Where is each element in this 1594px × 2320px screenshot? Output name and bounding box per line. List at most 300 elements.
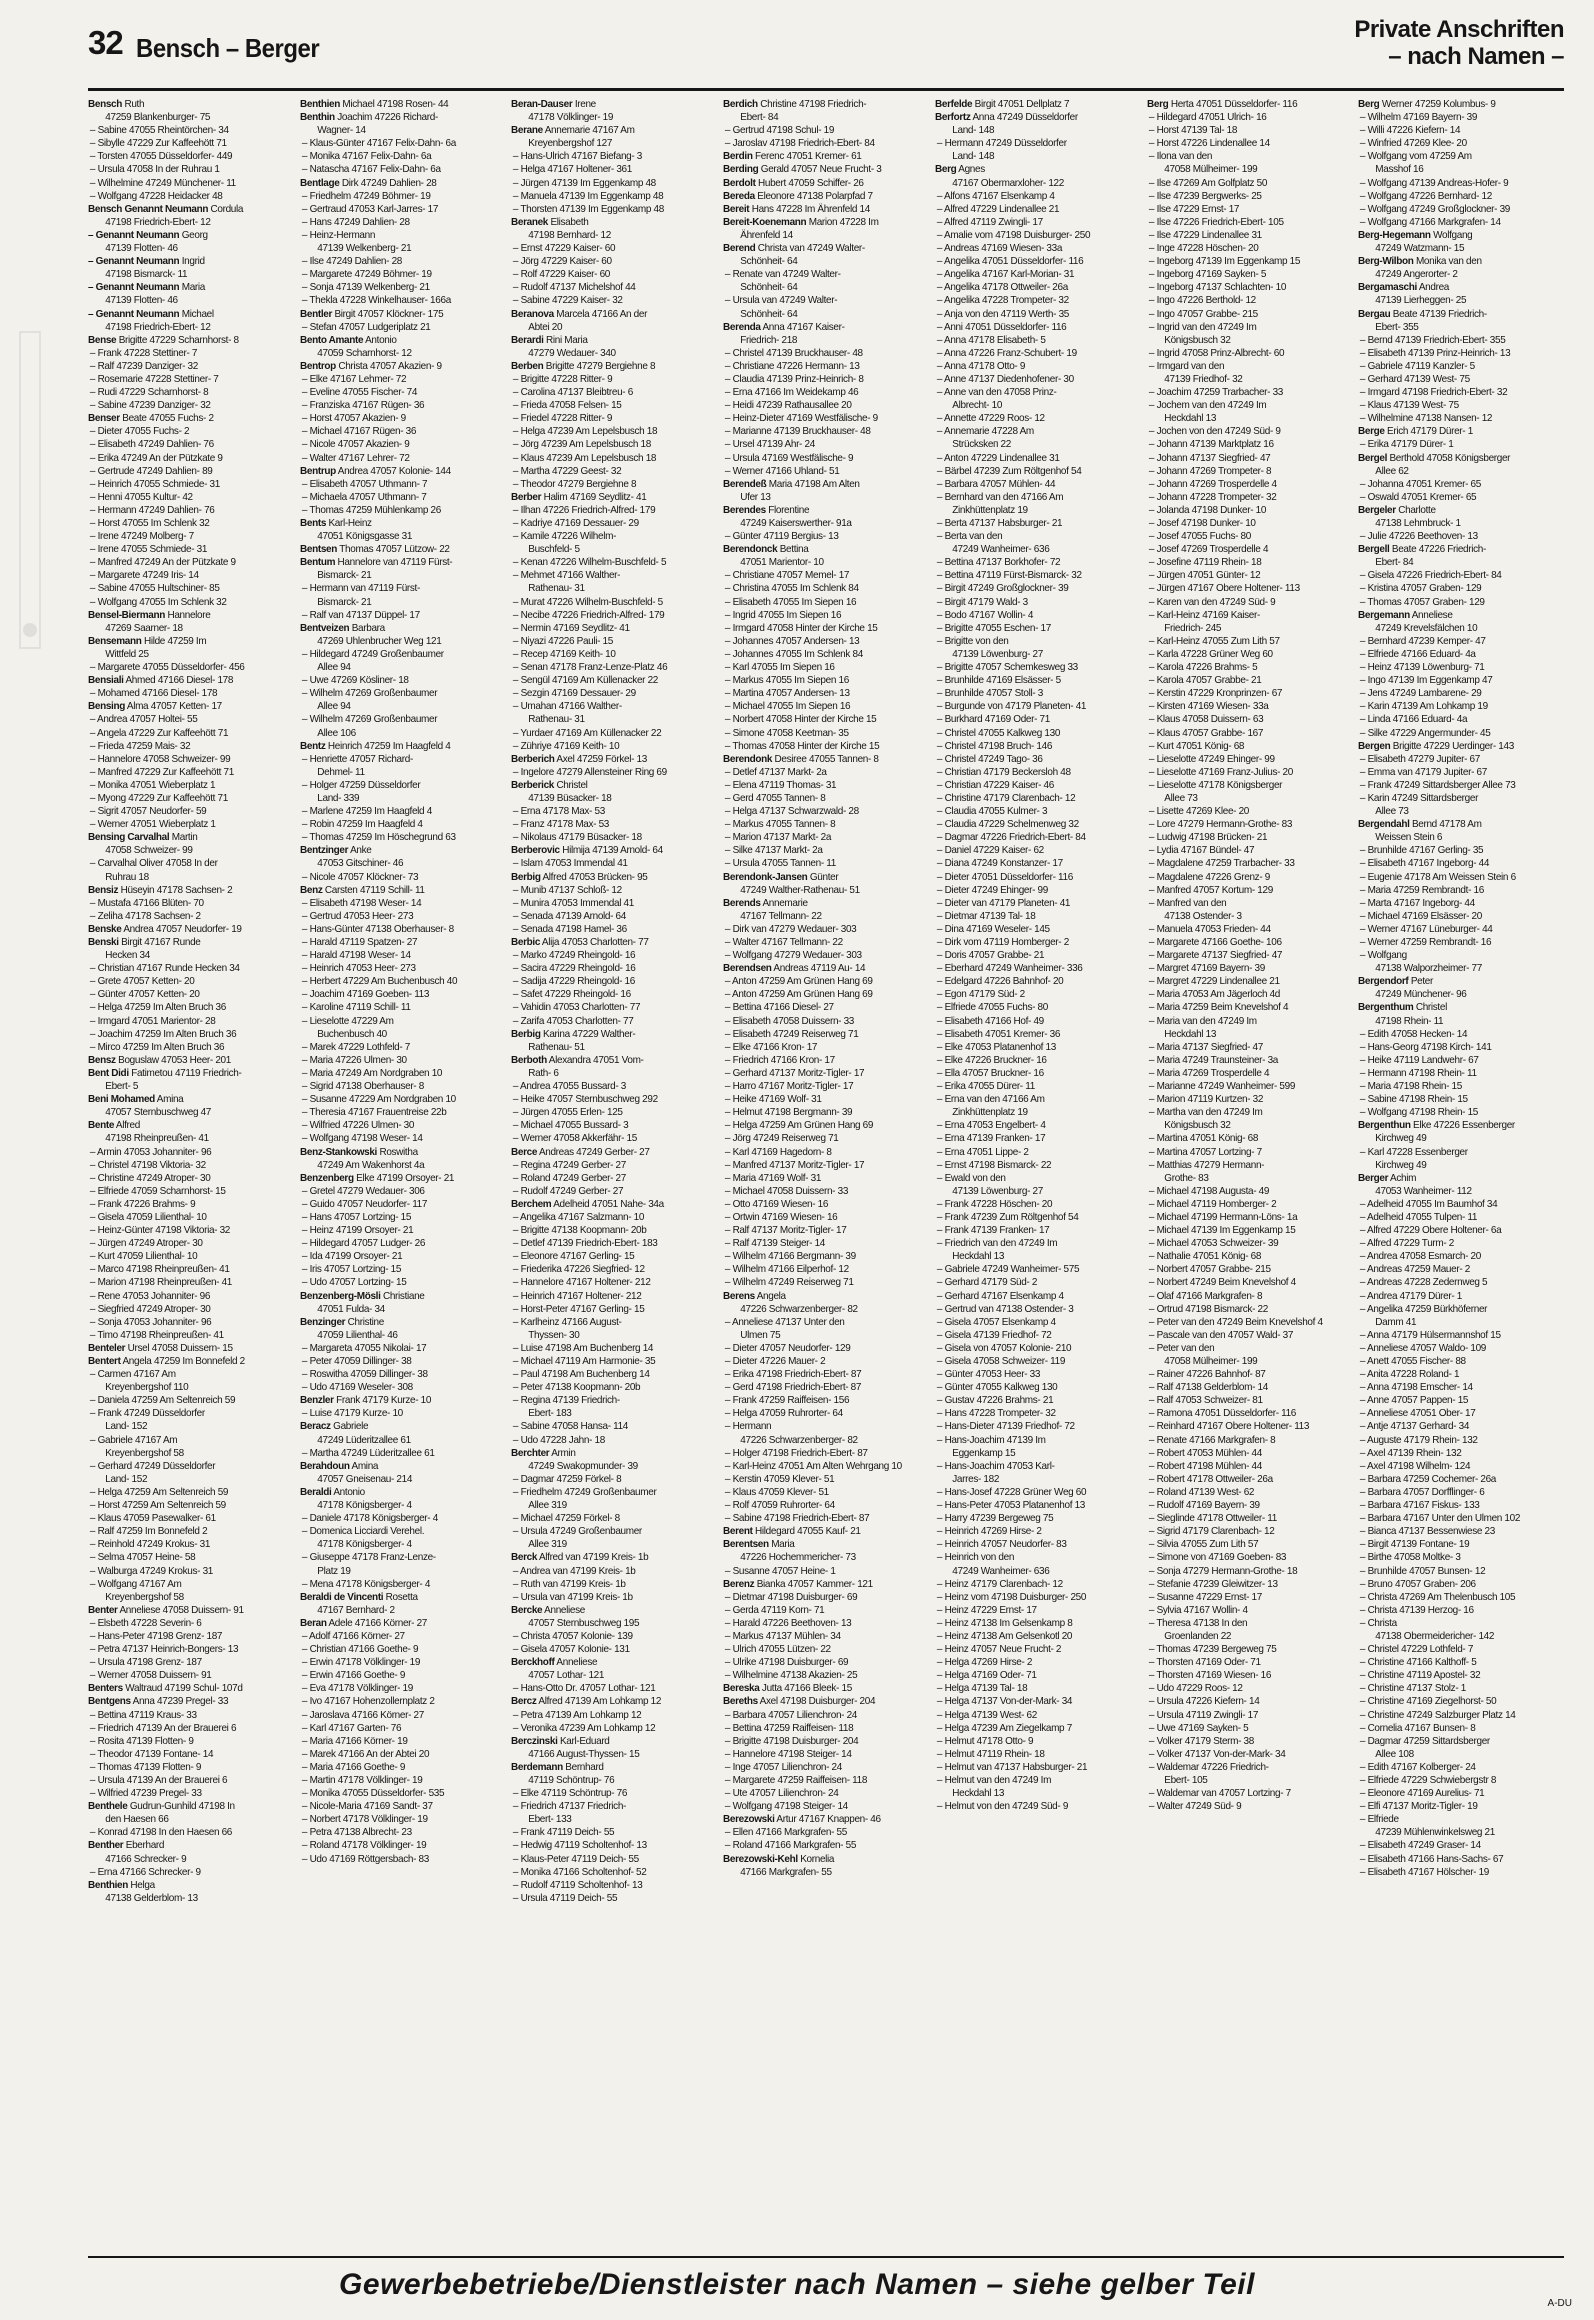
directory-entry: – Maria 47166 Körner- 19 <box>301 1735 408 1747</box>
directory-entry: – Michael 47139 Im Eggenkamp 15 <box>1148 1225 1296 1237</box>
entry-continuation: 47226 Schwarzenberger- 82 <box>740 1434 858 1446</box>
directory-entry: – Klaus 47059 Pasewalker- 61 <box>89 1513 216 1525</box>
directory-entry: – Frieda 47259 Mais- 32 <box>89 740 191 752</box>
directory-entry: – Elisabeth 47166 Hof- 49 <box>936 1015 1044 1027</box>
directory-entry: – Hannelore 47058 Schweizer- 99 <box>89 753 231 765</box>
directory-entry: – Elfriede 47166 Eduard- 4a <box>1360 648 1476 660</box>
directory-entry: – Hedwig 47119 Scholtenhof- 13 <box>513 1840 648 1852</box>
directory-entry: – Guido 47057 Neudorfer- 117 <box>301 1198 427 1210</box>
directory-entry: – Renate van 47249 Walter- <box>725 269 841 281</box>
surname-heading: Bereska <box>723 1683 760 1695</box>
entry-details: Christa 47057 Akazien- 9 <box>335 360 442 372</box>
directory-entry: – Martina 47057 Lortzing- 7 <box>1148 1146 1262 1158</box>
surname-heading: – Genannt Neumann <box>88 256 180 268</box>
directory-entry: – Ursula 47226 Kiefern- 14 <box>1148 1696 1259 1708</box>
directory-entry: – Hermann 47249 Dahlien- 76 <box>89 504 215 516</box>
entry-details: Waltraud 47199 Schul- 107d <box>122 1683 243 1695</box>
directory-entry: – Ilse 47229 Ernst- 17 <box>1148 203 1239 215</box>
surname-heading: Berends <box>723 897 761 909</box>
directory-entry: – Christa 47057 Kolonie- 139 <box>513 1630 634 1642</box>
directory-entry: – Safet 47229 Rheingold- 16 <box>513 989 632 1001</box>
surname-heading: Bentum <box>299 557 335 569</box>
directory-entry: – Ingrid 47055 Im Siepen 16 <box>725 609 842 621</box>
directory-entry: – Anna 47178 Elisabeth- 5 <box>936 334 1046 346</box>
directory-entry <box>300 622 497 635</box>
surname-heading: Berberich <box>511 753 555 765</box>
directory-entry <box>1358 504 1555 517</box>
surname-heading: Berenda <box>723 321 761 333</box>
surname-heading: Bergau <box>1358 308 1391 320</box>
directory-entry: – Johannes 47055 Im Schlenk 84 <box>725 648 864 660</box>
entry-details: Artur 47167 Knappen- 46 <box>774 1814 881 1826</box>
directory-entry: – Holger 47259 Düsseldorfer <box>301 779 421 791</box>
directory-entry: – Jolanda 47198 Dunker- 10 <box>1148 504 1266 516</box>
entry-continuation: Allee 73 <box>1163 792 1198 804</box>
entry-details: Amina <box>349 1460 378 1472</box>
directory-entry <box>723 962 920 975</box>
directory-entry: – Brigitte 47138 Koopmann- 20b <box>513 1225 647 1237</box>
directory-entry <box>1358 818 1555 831</box>
entry-continuation: 47249 Watzmann- 15 <box>1375 243 1465 255</box>
directory-entry: – Karl-Heinz 47055 Zum Lith 57 <box>1148 635 1280 647</box>
directory-entry: – Ralf 47137 Moritz-Tigler- 17 <box>725 1225 847 1237</box>
directory-entry: – Niyazi 47226 Pauli- 15 <box>513 635 614 647</box>
directory-entry: – Heinrich 47057 Neudorfer- 83 <box>936 1539 1067 1551</box>
directory-entry: – Bettina 47137 Borkhofer- 72 <box>936 557 1061 569</box>
directory-entry: – Werner 47058 Akkerfähr- 15 <box>513 1133 638 1145</box>
directory-entry: – Antje 47137 Gerhard- 34 <box>1360 1421 1470 1433</box>
directory-entry: – Monika 47167 Felix-Dahn- 6a <box>301 151 432 163</box>
entry-continuation: 47138 Lehmbruck- 1 <box>1375 518 1462 529</box>
directory-entry: – Hans-Peter 47198 Grenz- 187 <box>89 1630 223 1642</box>
entry-continuation: Heckdahl 13 <box>952 1251 1004 1263</box>
entry-continuation: Rathenau- 31 <box>528 583 586 595</box>
directory-entry: – Dagmar 47226 Friedrich-Ebert- 84 <box>936 832 1086 844</box>
directory-entry: – Karoline 47119 Schill- 11 <box>301 1002 411 1014</box>
directory-entry: – Christel 47229 Lothfeld- 7 <box>1360 1644 1474 1656</box>
directory-entry: – Lieselotte 47229 Am <box>301 1015 394 1027</box>
entry-continuation: Damm 41 <box>1375 1316 1417 1328</box>
directory-entry: – Michael 47053 Schweizer- 39 <box>1148 1238 1278 1250</box>
page-footer <box>0 2256 1594 2320</box>
directory-entry <box>723 897 920 910</box>
entry-continuation: Ebert- 84 <box>740 112 779 124</box>
surname-heading: Bereda <box>723 190 755 202</box>
entry-continuation: Königsbusch 32 <box>1163 334 1231 346</box>
entry-continuation: 47166 Schrecker- 9 <box>105 1853 187 1865</box>
directory-entry: – Henni 47055 Kultur- 42 <box>89 491 193 503</box>
directory-entry: – Dieter van 47179 Planeten- 41 <box>936 897 1070 909</box>
directory-entry: – Michael 47259 Förkel- 8 <box>513 1513 621 1525</box>
directory-entry: – Heinrich von den <box>936 1552 1014 1564</box>
directory-entry: – Thomas 47058 Hinter der Kirche 15 <box>725 740 880 752</box>
directory-entry: – Gerhard 47137 Moritz-Tigler- 17 <box>725 1067 865 1079</box>
entry-continuation: 47051 Marientor- 10 <box>740 557 824 569</box>
directory-entry: – Brigitte 47198 Duisburger- 204 <box>725 1735 859 1747</box>
entry-details: Brigitte 47229 Scharnhorst- 8 <box>116 334 239 346</box>
directory-entry: – Selma 47057 Heine- 58 <box>89 1552 196 1564</box>
directory-entry: – Brunhilde 47057 Bunsen- 12 <box>1360 1565 1486 1577</box>
entry-continuation: Ebert- 105 <box>1163 1775 1208 1786</box>
directory-entry: – Angelika 47178 Ottweiler- 26a <box>936 282 1068 294</box>
entry-continuation: 47166 Markgrafen- 55 <box>740 1866 832 1878</box>
entry-details: Andrea 47057 Kolonie- 144 <box>335 465 451 477</box>
entry-continuation: Wagner- 14 <box>316 125 366 137</box>
directory-entry <box>300 556 497 569</box>
directory-entry: – Ursula 47198 Grenz- 187 <box>89 1657 202 1669</box>
directory-entry: – Birthe 47058 Moltke- 3 <box>1360 1552 1461 1564</box>
directory-entry <box>511 334 708 347</box>
directory-entry: – Luise 47198 Am Buchenberg 14 <box>513 1342 654 1354</box>
directory-entry: – Jens 47249 Lambarene- 29 <box>1360 688 1482 700</box>
surname-heading: – Genannt Neumann <box>88 282 180 294</box>
directory-entry: – Karl 47169 Hagedorn- 8 <box>725 1146 832 1158</box>
directory-entry: – Ilse 47249 Dahlien- 28 <box>301 256 402 268</box>
entry-continuation: 47057 Sternbuschweg 195 <box>528 1617 640 1629</box>
directory-entry: – Erna 47166 Im Weidekamp 46 <box>725 387 859 399</box>
directory-entry: – Lore 47279 Hermann-Grothe- 83 <box>1148 819 1292 831</box>
surname-heading: Bente <box>88 1120 115 1132</box>
directory-entry: – Dagmar 47259 Sittardsberger <box>1360 1735 1491 1747</box>
directory-entry: – Ingo 47139 Im Eggenkamp 47 <box>1360 675 1493 687</box>
entry-details: Halim 47169 Seydlitz- 41 <box>541 491 647 503</box>
directory-entry: – Michael 47119 Homberger- 2 <box>1148 1198 1276 1210</box>
directory-entry <box>723 543 920 556</box>
entry-continuation: 47198 Bernhard- 12 <box>528 229 612 241</box>
entry-details: Anneliese <box>554 1657 598 1669</box>
directory-entry: – Ingeborg 47169 Sayken- 5 <box>1148 269 1266 281</box>
directory-entry: – Renate 47166 Markgrafen- 8 <box>1148 1434 1275 1446</box>
entry-details: Michael <box>179 308 214 320</box>
entry-details: Frank 47179 Kurze- 10 <box>333 1395 431 1407</box>
entry-details: Karina 47229 Walther- <box>541 1028 636 1040</box>
entry-continuation: 47226 Hochemmericher- 73 <box>740 1552 857 1564</box>
entry-continuation: Allee 319 <box>528 1500 568 1512</box>
directory-entry: – Gertrude 47249 Dahlien- 89 <box>89 465 213 477</box>
directory-entry: – Harald 47198 Weser- 14 <box>301 950 411 962</box>
directory-entry: – Heinz 47179 Clarenbach- 12 <box>936 1578 1063 1590</box>
directory-entry: – Udo 47169 Röttgersbach- 83 <box>301 1853 429 1865</box>
directory-entry: – Helmut 47119 Rhein- 18 <box>936 1748 1045 1760</box>
surname-heading: Bereit <box>723 203 750 215</box>
directory-entry: – Helga 47137 Schwarzwald- 28 <box>725 806 859 818</box>
directory-entry: – Gerhard 47249 Düsseldorfer <box>89 1460 216 1472</box>
entry-details: Dirk 47249 Dahlien- 28 <box>339 177 437 189</box>
surname-heading: Beran <box>299 1617 327 1629</box>
entry-continuation: Kreyenbergshof 110 <box>105 1382 189 1394</box>
directory-entry: – Cornelia 47167 Bunsen- 8 <box>1360 1722 1476 1734</box>
surname-heading: Bergell <box>1358 544 1390 556</box>
entry-details: Boguslaw 47053 Heer- 201 <box>115 1054 231 1066</box>
directory-entry: – Eleonore 47167 Gerling- 15 <box>513 1251 635 1263</box>
entry-continuation: Ebert- 355 <box>1375 321 1419 333</box>
directory-entry: – Elisabeth 47051 Kremer- 36 <box>936 1028 1060 1040</box>
entry-continuation: 47239 Mühlenwinkelsweg 21 <box>1375 1827 1496 1839</box>
directory-column <box>1147 98 1353 2255</box>
directory-entry: – Barbara 47259 Cochemer- 26a <box>1360 1473 1497 1485</box>
directory-entry: – Friedrich 47137 Friedrich- <box>513 1801 627 1813</box>
directory-entry: – Klaus 47139 West- 75 <box>1360 400 1460 412</box>
directory-entry: – Günter 47119 Bergius- 13 <box>725 531 839 543</box>
directory-entry: – Ralf 47239 Danziger- 32 <box>89 360 198 372</box>
directory-entry <box>300 111 497 124</box>
directory-entry: – Thomas 47139 Flotten- 9 <box>89 1761 202 1773</box>
directory-entry: – Bettina 47119 Fürst-Bismarck- 32 <box>936 570 1082 582</box>
directory-entry: – Axel 47198 Wilhelm- 124 <box>1360 1460 1471 1472</box>
directory-entry: – Peter 47059 Dillinger- 38 <box>301 1356 412 1367</box>
entry-details: Alfred <box>114 1120 140 1132</box>
directory-entry: – Karin 47139 Am Lohkamp 19 <box>1360 701 1489 713</box>
entry-details: Marion 47228 Im <box>806 216 879 228</box>
entry-continuation: Schönheit- 64 <box>740 282 798 294</box>
directory-entry: – Bettina 47166 Diesel- 27 <box>725 1002 834 1014</box>
name-range: Bensch – Berger <box>136 33 320 63</box>
surname-heading: Berendonck <box>723 544 778 556</box>
entry-continuation: Heckdahl 13 <box>1163 413 1216 425</box>
entry-details: Herta 47051 Düsseldorfer- 116 <box>1167 99 1297 110</box>
directory-entry: – Maria 47226 Ulmen- 30 <box>301 1054 407 1066</box>
surname-heading: Berardi <box>511 334 545 346</box>
directory-entry: – Ursula van 47249 Walter- <box>725 295 838 307</box>
entry-continuation: 47249 Walther-Rathenau- 51 <box>740 884 860 896</box>
directory-entry: – Friedel 47228 Ritter- 9 <box>513 413 613 425</box>
entry-details: Alfred 47053 Brücken- 95 <box>541 871 648 883</box>
directory-entry: – Stefan 47057 Ludgeriplatz 21 <box>301 321 431 333</box>
directory-entry: – Lieselotte 47249 Ehinger- 99 <box>1148 753 1275 765</box>
entry-continuation: Allee 108 <box>1375 1748 1415 1760</box>
directory-entry: – Anton 47229 Lindenallee 31 <box>936 452 1060 464</box>
directory-entry: – Herbert 47229 Am Buchenbusch 40 <box>301 976 457 988</box>
entry-continuation: Kreyenbergshof 58 <box>105 1447 184 1459</box>
directory-entry: – Anton 47259 Am Grünen Hang 69 <box>725 989 873 1001</box>
directory-entry: – Wolfgang <box>1360 950 1408 962</box>
directory-entry: – Anna 47198 Emscher- 14 <box>1360 1382 1474 1394</box>
directory-entry: – Gabriele 47119 Kanzler- 5 <box>1360 360 1476 372</box>
directory-entry <box>300 740 497 753</box>
directory-entry: – Christine 47169 Ziegelhorst- 50 <box>1360 1696 1497 1708</box>
directory-entry <box>88 635 285 648</box>
entry-details: Agnes <box>956 164 985 176</box>
directory-entry: – Andreas 47169 Wiesen- 33a <box>936 243 1062 255</box>
directory-entry: – Anja von den 47119 Werth- 35 <box>936 308 1069 320</box>
directory-entry: – Lieselotte 47178 Königsberger <box>1148 779 1282 791</box>
directory-entry: – Adelheid 47055 Im Baumhof 34 <box>1360 1198 1498 1210</box>
surname-heading: Berber <box>511 491 542 503</box>
directory-entry: – Christiane 47226 Hermann- 13 <box>725 360 860 372</box>
directory-entry <box>1358 1119 1555 1132</box>
directory-entry: – Heinz-Dieter 47169 Westfälische- 9 <box>725 413 879 425</box>
entry-continuation: 47053 Wanheimer- 112 <box>1375 1185 1472 1197</box>
entry-continuation: Dehmel- 11 <box>316 766 365 778</box>
directory-entry: – Margarete 47249 Böhmer- 19 <box>301 269 432 281</box>
surname-heading: Bensz <box>88 1054 116 1066</box>
directory-entry: – Inge 47228 Höschen- 20 <box>1148 243 1258 255</box>
directory-entry: – Hans-Günter 47138 Oberhauser- 8 <box>301 923 454 935</box>
directory-entry: – Angelika 47259 Bürkhöferner <box>1360 1303 1488 1315</box>
directory-entry: – Heike 47119 Landwehr- 67 <box>1360 1054 1479 1066</box>
directory-entry: – Monika 47051 Wieberplatz 1 <box>89 779 216 791</box>
surname-heading: Bense <box>88 334 117 346</box>
directory-entry: – Elisabeth 47055 Im Siepen 16 <box>725 596 857 608</box>
directory-entry: – Karl-Heinz 47051 Am Alten Wehrgang 10 <box>725 1460 902 1472</box>
directory-entry: – Edith 47058 Hecken- 14 <box>1360 1028 1468 1040</box>
directory-entry: – Maria van den 47249 Im <box>1148 1015 1257 1027</box>
directory-entry: – Elke 47119 Schöntrup- 76 <box>513 1788 628 1800</box>
entry-continuation: 47139 Löwenburg- 27 <box>952 1185 1043 1197</box>
directory-entry: – Gertraud 47053 Karl-Jarres- 17 <box>301 203 438 215</box>
directory-entry: – Gisela 47057 Kolonie- 131 <box>513 1644 631 1656</box>
section-title-line-1: Private Anschriften <box>1354 16 1564 43</box>
directory-entry: – Brigitte 47057 Schemkesweg 33 <box>936 662 1078 674</box>
entry-details: Amina <box>154 1094 184 1106</box>
directory-entry: – Marion 47198 Rheinpreußen- 41 <box>89 1277 232 1289</box>
surname-heading: Beni Mohamed <box>88 1094 155 1106</box>
entry-details: Alfred van 47199 Kreis- 1b <box>537 1552 649 1564</box>
directory-entry: – Christian 47229 Kaiser- 46 <box>936 779 1054 791</box>
directory-entry: – Konrad 47198 In den Haesen 66 <box>89 1827 233 1839</box>
entry-details: Hannelore <box>165 609 211 621</box>
directory-entry: – Frieda 47058 Felsen- 15 <box>513 400 622 412</box>
directory-entry: – Kurt 47059 Lilienthal- 10 <box>89 1251 198 1263</box>
entry-details: Elke 47226 Essenberger <box>1410 1120 1516 1132</box>
directory-entry: – Gisela 47226 Friedrich-Ebert- 84 <box>1360 570 1502 582</box>
directory-entry: – Birgit 47249 Großglockner- 39 <box>936 583 1069 595</box>
entry-details: Hannelore van 47119 Fürst- <box>334 557 452 569</box>
directory-entry <box>88 923 285 936</box>
entry-continuation: 47279 Wedauer- 340 <box>528 347 617 359</box>
entry-continuation: Land- 148 <box>952 125 995 137</box>
directory-entry: – Wolfgang 47249 Großglockner- 39 <box>1360 203 1511 215</box>
directory-entry: – Gisela 47139 Friedhof- 72 <box>936 1329 1052 1341</box>
entry-continuation: 47051 Fulda- 34 <box>316 1303 385 1315</box>
directory-entry: – Myong 47229 Zur Kaffeehött 71 <box>89 792 228 804</box>
directory-entry: – Johann 47137 Siegfried- 47 <box>1148 452 1270 464</box>
directory-entry: – Ilse 47229 Lindenallee 31 <box>1148 229 1262 241</box>
surname-heading: Bensing <box>88 701 126 713</box>
directory-entry: – Maria 47249 Am Nordgraben 10 <box>301 1067 442 1079</box>
directory-entry: – Veronika 47239 Am Lohkamp 12 <box>513 1722 656 1734</box>
directory-entry: – Friedrich 47139 An der Brauerei 6 <box>89 1722 237 1734</box>
entry-details: Bianka 47057 Kammer- 121 <box>754 1578 873 1590</box>
directory-entry: – Ursula van 47199 Kreis- 1b <box>513 1591 634 1603</box>
directory-entry <box>1358 609 1555 622</box>
directory-entry: – Erna 47178 Max- 53 <box>513 806 606 818</box>
directory-entry: – Andrea 47057 Holtei- 55 <box>89 714 198 726</box>
directory-entry: – Erwin 47166 Goethe- 9 <box>301 1670 405 1682</box>
directory-entry: – Irmgard van den <box>1148 360 1224 372</box>
entry-details: Adelheid 47051 Nahe- 34a <box>551 1198 665 1210</box>
directory-entry: – Karola 47057 Grabbe- 21 <box>1148 675 1261 687</box>
directory-entry: – Dietmar 47198 Duisburger- 69 <box>725 1591 858 1603</box>
entry-details: Christiane <box>380 1290 425 1302</box>
directory-entry: – Ilhan 47226 Friedrich-Alfred- 179 <box>513 504 656 516</box>
directory-entry <box>1358 425 1555 438</box>
directory-entry: – Zühriye 47169 Keith- 10 <box>513 740 620 752</box>
directory-entry: – Brunhilde 47169 Elsässer- 5 <box>936 675 1061 687</box>
directory-entry: – Manfred 47229 Zur Kaffeehött 71 <box>89 766 234 778</box>
directory-entry <box>511 1447 708 1460</box>
directory-entry: – Wolfgang 47279 Wedauer- 303 <box>725 950 862 962</box>
directory-entry: – Bernhard 47239 Kemper- 47 <box>1360 635 1486 647</box>
directory-entry: – Erna 47053 Engelbert- 4 <box>936 1120 1046 1132</box>
surname-heading: Benthin <box>299 112 335 124</box>
directory-columns <box>88 98 1564 2255</box>
entry-details: Bernhard <box>563 1761 605 1773</box>
directory-entry: – Annemarie 47228 Am <box>936 426 1034 438</box>
directory-entry: – Roland 47139 West- 62 <box>1148 1486 1254 1498</box>
directory-entry: – Horst 47055 Im Schlenk 32 <box>89 518 210 529</box>
directory-entry: – Michael 47055 Bussard- 3 <box>513 1120 629 1132</box>
directory-entry <box>511 1761 708 1774</box>
directory-entry <box>300 1617 497 1630</box>
directory-entry: – Zarifa 47053 Charlotten- 77 <box>513 1015 634 1027</box>
directory-entry: – Anne 47137 Diedenhofener- 30 <box>936 373 1074 385</box>
directory-entry: – Friedrich van den 47249 Im <box>936 1238 1058 1250</box>
surname-heading: Bereths <box>723 1696 758 1708</box>
directory-entry: – Maria 47249 Traunsteiner- 3a <box>1148 1054 1278 1066</box>
surname-heading: Bereit-Koenemann <box>723 216 807 228</box>
entry-details: Barbara <box>349 622 385 634</box>
directory-entry: – Kenan 47226 Wilhelm-Buschfeld- 5 <box>513 557 667 569</box>
directory-entry: – Bianca 47137 Bessenwiese 23 <box>1360 1526 1496 1538</box>
directory-entry: – Harro 47167 Moritz-Tigler- 17 <box>725 1081 854 1093</box>
directory-entry: – Carmen 47167 Am <box>89 1369 176 1381</box>
directory-entry: – Peter 47138 Koopmann- 20b <box>513 1382 641 1394</box>
directory-entry: – Joachim 47169 Goeben- 113 <box>301 989 429 1001</box>
entry-details: Heinrich 47259 Im Haagfeld 4 <box>325 740 451 752</box>
entry-details: Axel 47198 Duisburger- 204 <box>757 1696 876 1708</box>
directory-entry: – Rudolf 47169 Bayern- 39 <box>1148 1500 1260 1512</box>
directory-entry: – Friederika 47226 Siegfried- 12 <box>513 1264 646 1276</box>
surname-heading: Berdemann <box>511 1761 564 1773</box>
directory-entry: – Hans 47057 Lortzing- 15 <box>301 1211 411 1223</box>
surname-heading: Berens <box>723 1290 755 1302</box>
directory-entry: – Erna van den 47166 Am <box>936 1094 1045 1106</box>
directory-entry: – Norbert 47249 Beim Knevelshof 4 <box>1148 1277 1296 1289</box>
directory-entry: – Ursula 47119 Zwingli- 17 <box>1148 1709 1258 1721</box>
entry-details: Adele 47166 Körner- 27 <box>326 1617 427 1629</box>
directory-entry <box>1358 740 1555 753</box>
entry-details: Martin <box>169 832 198 844</box>
surname-heading: Bensiali <box>88 675 124 687</box>
surname-heading: Bensing Carvalhal <box>88 832 170 844</box>
directory-entry: – Markus 47137 Mühlen- 34 <box>725 1630 841 1642</box>
directory-entry: – Anett 47055 Fischer- 88 <box>1360 1356 1467 1367</box>
directory-entry <box>511 844 708 857</box>
surname-heading: Benzenberg <box>299 1172 354 1184</box>
entry-continuation: 47198 Friedrich-Ebert- 12 <box>105 216 211 228</box>
directory-entry: – Maria 47053 Am Jägerloch 4d <box>1148 989 1280 1001</box>
directory-entry: – Anna 47178 Otto- 9 <box>936 360 1025 372</box>
entry-continuation: Ebert- 84 <box>1375 557 1414 569</box>
entry-details: Bernd 47178 Am <box>1409 819 1482 831</box>
directory-entry: – Elisabeth 47249 Dahlien- 76 <box>89 439 214 451</box>
entry-continuation: 47198 Bismarck- 11 <box>105 269 188 281</box>
directory-entry: – Alfred 47229 Obere Holtener- 6a <box>1360 1225 1502 1237</box>
directory-entry: – Heike 47057 Sternbuschweg 292 <box>513 1094 659 1106</box>
surname-heading: Berckhoff <box>511 1657 555 1669</box>
directory-entry: – Carvalhal Oliver 47058 In der <box>89 858 218 870</box>
directory-entry: – Elfriede <box>1360 1814 1399 1826</box>
directory-entry: – Sabine 47198 Rhein- 15 <box>1360 1094 1469 1106</box>
surname-heading: Bentgens <box>88 1696 131 1708</box>
entry-continuation: 47249 Wanheimer- 636 <box>952 544 1050 556</box>
directory-entry: – Thekla 47228 Winkelhauser- 166a <box>301 295 451 307</box>
surname-heading: Berfelde <box>934 99 973 110</box>
directory-entry: – Gerhard 47139 West- 75 <box>1360 373 1471 385</box>
directory-entry <box>300 1316 497 1329</box>
directory-entry: – Heinz 47229 Ernst- 17 <box>936 1604 1037 1616</box>
